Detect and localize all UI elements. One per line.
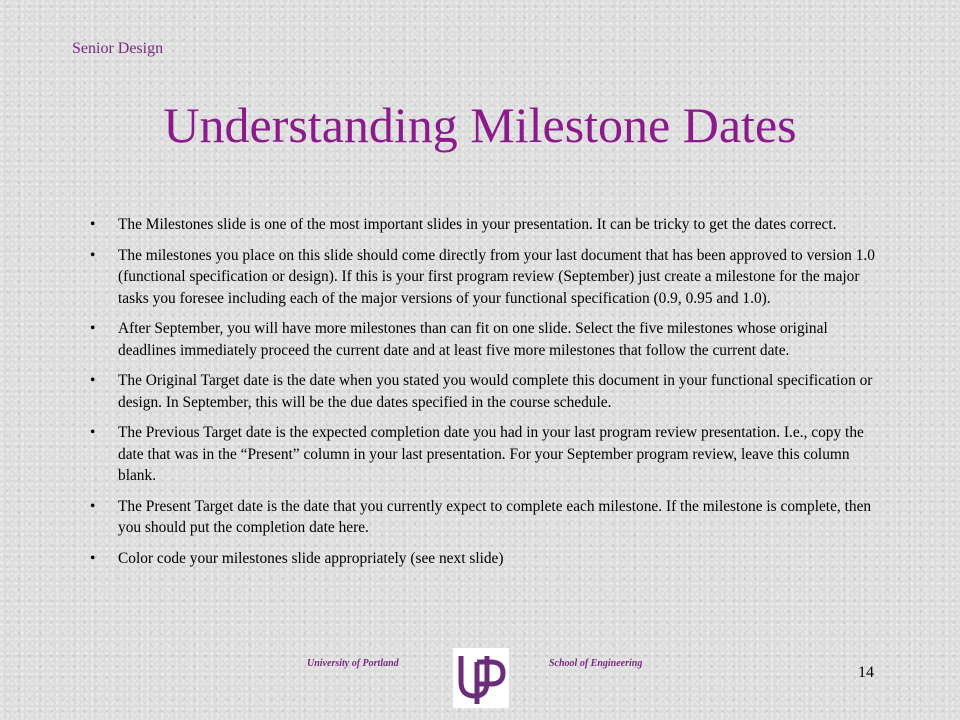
bullet-list [90,214,880,578]
up-logo-icon [453,648,509,708]
course-label: Senior Design [72,40,164,57]
footer-school: School of Engineering [549,658,643,669]
university-logo [453,648,509,708]
footer-university: University of Portland [307,658,399,669]
bullet-item: • After September, you will have more milestones than can fit on one slide. Select the five milestones whose original deadlines immediately proceed the current date and at least five more milestones that follow the current date. [90,318,880,361]
bullet-item: • Color code your milestones slide appropriately (see next slide) [90,548,880,570]
bullet-item: • The milestones you place on this slide should come directly from your last document that has been approved to version 1.0 (functional specification or design). If this is your first program review (September) just create a milestone for the major tasks you foresee including each of the major versions of your functional specification (0.9, 0.95 and 1.0). [90,245,880,310]
page-number: 14 [858,664,874,681]
bullet-item: • The Previous Target date is the expected completion date you had in your last program review presentation. I.e., copy the date that was in the “Present” column in your last presentation. For your September program review, leave this column blank. [90,422,880,487]
slide-title: Understanding Milestone Dates [163,97,797,153]
bullet-item: • The Present Target date is the date that you currently expect to complete each milestone. If the milestone is complete, then you should put the completion date here. [90,496,880,539]
bullet-item: • The Original Target date is the date when you stated you would complete this document in your functional specification or design. In September, this will be the due dates specified in the course schedule. [90,370,880,413]
bullet-item: • The Milestones slide is one of the most important slides in your presentation. It can be tricky to get the dates correct. [90,214,880,236]
